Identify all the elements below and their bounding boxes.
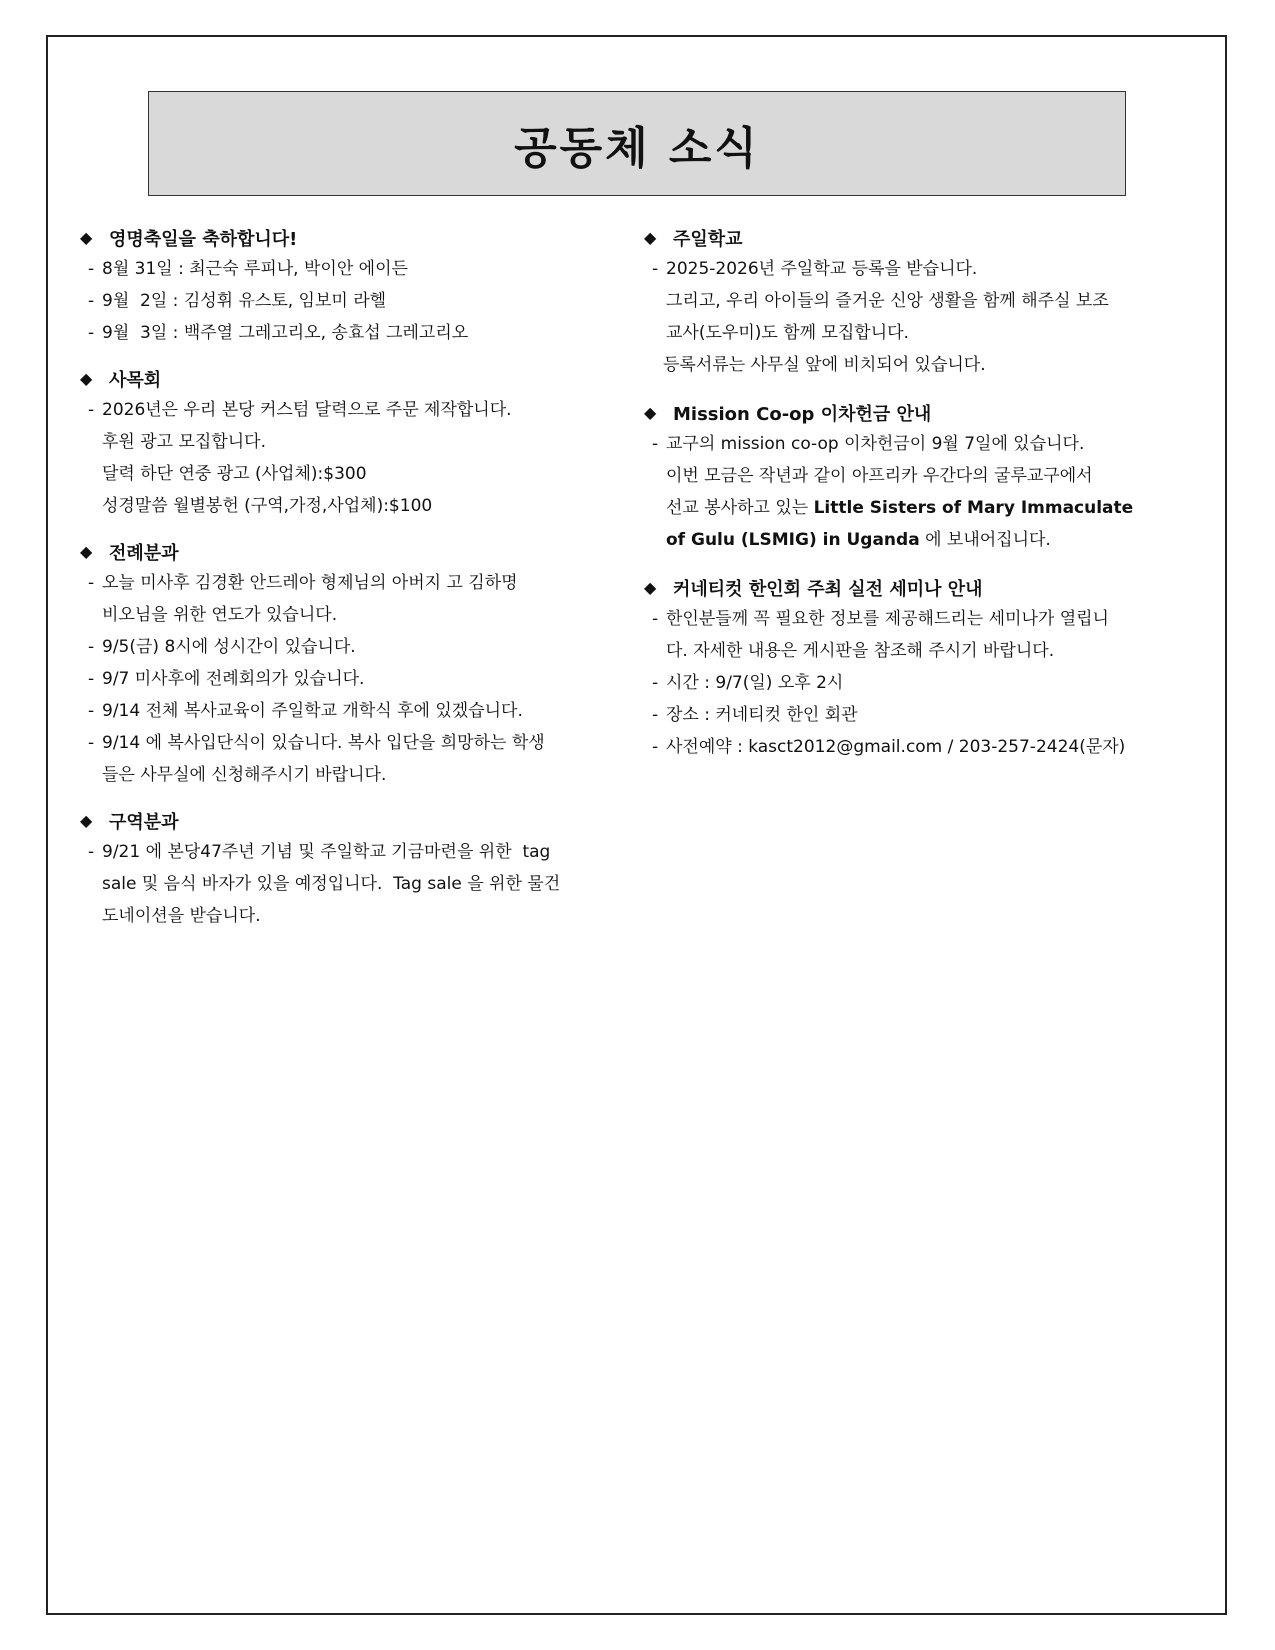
section-mission-coop (642, 397, 1190, 556)
list-item: - 2026년은 우리 본당 커스텀 달력으로 주문 제작합니다. (88, 400, 512, 420)
list-item: - 사전예약 : kasct2012@gmail.com / 203-257-2424(문자) (652, 737, 1126, 757)
list-item: - 9/7 미사후에 전례회의가 있습니다. (88, 669, 365, 689)
list-item-continuation: 이번 모금은 작년과 같이 아프리카 우간다의 굴루교구에서 (666, 466, 1093, 486)
diamond-bullet-icon: ◆ (80, 542, 93, 561)
list-item-continuation: 그리고, 우리 아이들의 즐거운 신앙 생활을 함께 해주실 보조 (666, 291, 1109, 311)
org-name-bold: Little Sisters of Mary Immaculate (813, 498, 1134, 518)
diamond-bullet-icon: ◆ (644, 228, 657, 247)
list-item: - 9/21 에 본당47주년 기념 및 주일학교 기금마련을 위한 tag (88, 842, 551, 862)
diamond-bullet-icon: ◆ (80, 811, 93, 830)
right-column (642, 222, 1190, 777)
diamond-bullet-icon: ◆ (644, 578, 657, 597)
diamond-bullet-icon: ◆ (80, 228, 93, 247)
list-item-continuation: of Gulu (LSMIG) in Uganda 에 보내어집니다. (666, 530, 1051, 550)
org-name-bold: of Gulu (LSMIG) in Uganda (666, 530, 920, 550)
diamond-bullet-icon: ◆ (80, 369, 93, 388)
list-item-continuation: 들은 사무실에 신청해주시기 바랍니다. (102, 765, 387, 785)
list-item-continuation: sale 및 음식 바자가 있을 예정입니다. Tag sale 을 위한 물건 (102, 874, 561, 894)
list-item-continuation: 달력 하단 연중 광고 (사업체):$300 (102, 464, 367, 484)
diamond-bullet-icon: ◆ (644, 403, 657, 422)
list-item: - 교구의 mission co-op 이차헌금이 9월 7일에 있습니다. (652, 434, 1085, 454)
left-column (78, 222, 618, 946)
section-heading: 주일학교 (673, 228, 743, 250)
list-item: - 시간 : 9/7(일) 오후 2시 (652, 673, 844, 693)
list-item-continuation: 다. 자세한 내용은 게시판을 참조해 주시기 바랍니다. (666, 641, 1055, 661)
list-item: - 오늘 미사후 김경환 안드레아 형제님의 아버지 고 김하명 (88, 573, 518, 593)
section-heading: 구역분과 (109, 811, 179, 833)
section-heading: Mission Co-op 이차헌금 안내 (673, 403, 932, 425)
list-item-continuation: 등록서류는 사무실 앞에 비치되어 있습니다. (663, 355, 986, 375)
list-item-continuation: 성경말씀 월별봉헌 (구역,가정,사업체):$100 (102, 496, 433, 516)
title-banner (148, 91, 1126, 196)
section-district (78, 805, 618, 932)
section-heading: 영명축일을 축하합니다! (109, 228, 298, 250)
section-pastoral-council (78, 363, 618, 522)
list-item: - 9월 2일 : 김성휘 유스토, 임보미 라헬 (88, 291, 387, 311)
section-seminar (642, 572, 1190, 763)
list-item: - 9/5(금) 8시에 성시간이 있습니다. (88, 637, 356, 657)
page-title: 공동체 소식 (514, 122, 760, 174)
section-heading: 전례분과 (109, 542, 179, 564)
section-sunday-school (642, 222, 1190, 381)
list-item-continuation: 교사(도우미)도 함께 모집합니다. (666, 323, 909, 343)
list-item: - 2025-2026년 주일학교 등록을 받습니다. (652, 259, 978, 279)
list-item-continuation: 후원 광고 모집합니다. (102, 432, 267, 452)
section-liturgy (78, 536, 618, 791)
list-item: - 장소 : 커네티컷 한인 회관 (652, 705, 858, 725)
list-item: - 9/14 에 복사입단식이 있습니다. 복사 입단을 희망하는 학생 (88, 733, 545, 753)
section-feast-days (78, 222, 618, 349)
list-item: - 8월 31일 : 최근숙 루피나, 박이안 에이든 (88, 259, 408, 279)
section-heading: 커네티컷 한인회 주최 실전 세미나 안내 (673, 578, 983, 600)
list-item: - 한인분들께 꼭 필요한 정보를 제공해드리는 세미나가 열립니 (652, 609, 1109, 629)
list-item: - 9/14 전체 복사교육이 주일학교 개학식 후에 있겠습니다. (88, 701, 523, 721)
list-item-continuation: 비오님을 위한 연도가 있습니다. (102, 605, 338, 625)
list-item: - 9월 3일 : 백주열 그레고리오, 송효섭 그레고리오 (88, 323, 469, 343)
section-heading: 사목회 (109, 369, 162, 391)
list-item-continuation: 선교 봉사하고 있는 Little Sisters of Mary Immaculate (666, 498, 1134, 518)
list-item-continuation: 도네이션을 받습니다. (102, 906, 261, 926)
